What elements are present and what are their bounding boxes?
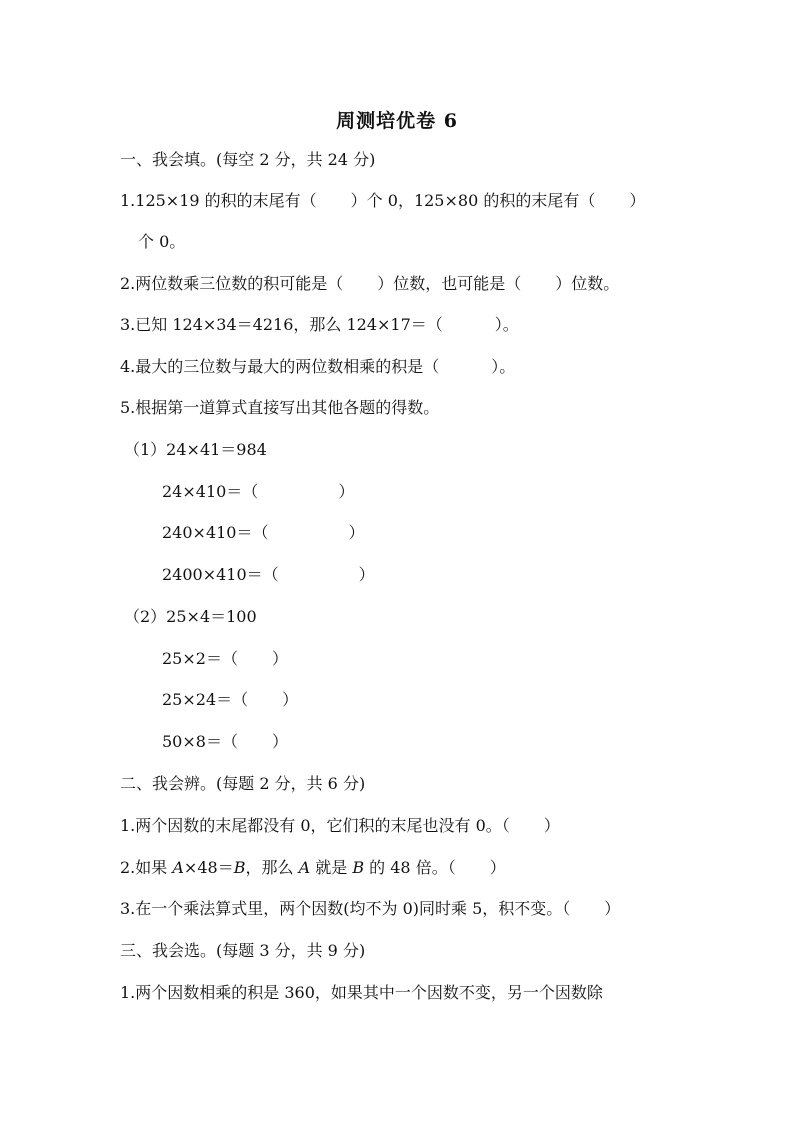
question-text: ，那么 [245,858,299,877]
close-paren: ） [271,732,288,751]
sub-question-group-2-head: （2）25×4＝100 [124,607,257,626]
question-2-1 [120,815,560,837]
question-1-5: 5.根据第一道算式直接写出其他各题的得数。 [120,398,440,417]
close-paren: ） [338,482,355,501]
close-paren: ） [348,523,365,542]
expression: 25×2＝（ [162,649,238,668]
question-3-1: 1.两个因数相乘的积是 360，如果其中一个因数不变，另一个因数除 [120,983,603,1002]
question-text: ×48＝ [183,858,234,877]
close-paren: ） [282,690,299,709]
question-1-2 [120,273,619,295]
page-title: 周测培优卷 6 [336,110,458,132]
variable-a: A [298,858,311,877]
question-text: 2.如果 [120,858,173,877]
question-text: 就是 [310,858,353,877]
question-text: 1.125×19 的积的末尾有（ [120,191,317,210]
question-2-2 [120,857,506,879]
question-text: 4.最大的三位数与最大的两位数相乘的积是（ [120,357,440,376]
close-paren: ） [358,565,375,584]
sub-question-item [162,689,298,711]
question-text: ）。 [491,357,516,376]
close-paren: ） [271,649,288,668]
question-text: ）位数。 [555,274,620,293]
sub-question-item [162,731,288,753]
section-2-heading: 二、我会辨。(每题 2 分，共 6 分) [120,774,366,793]
close-paren: ） [604,899,621,918]
sub-question-item [162,564,375,586]
question-text: ） [629,191,646,210]
section-3-heading: 三、我会选。(每题 3 分，共 9 分) [120,941,366,960]
expression: 2400×410＝（ [162,565,279,584]
variable-b: B [233,858,246,877]
question-1-4 [120,356,515,378]
question-1-1 [120,190,645,212]
expression: 240×410＝（ [162,523,269,542]
question-text: ）。 [494,315,519,334]
sub-question-item [162,522,365,544]
section-1-heading: 一、我会填。(每空 2 分，共 24 分) [120,150,376,169]
variable-b: B [352,858,365,877]
question-text: ）位数，也可能是（ [377,274,522,293]
question-text: 1.两个因数的末尾都没有 0，它们积的末尾也没有 0。（ [120,816,510,835]
close-paren: ） [489,858,506,877]
expression: 50×8＝（ [162,732,238,751]
expression: 25×24＝（ [162,690,249,709]
question-text: 2.两位数乘三位数的积可能是（ [120,274,344,293]
question-text: 的 48 倍。（ [364,858,456,877]
expression: 24×410＝（ [162,482,259,501]
sub-question-item [162,481,354,503]
question-text: 3.已知 124×34＝4216，那么 124×17＝（ [120,315,443,334]
variable-a: A [172,858,184,877]
question-text: ）个 0，125×80 的积的末尾有（ [350,191,596,210]
close-paren: ） [543,816,560,835]
question-1-3 [120,314,519,336]
sub-question-item [162,648,288,670]
question-2-3 [120,898,620,920]
question-text: 3.在一个乘法算式里，两个因数(均不为 0)同时乘 5，积不变。（ [120,899,571,918]
sub-question-group-1-head: （1）24×41＝984 [124,440,267,459]
question-1-1-continued: 个 0。 [138,232,186,251]
